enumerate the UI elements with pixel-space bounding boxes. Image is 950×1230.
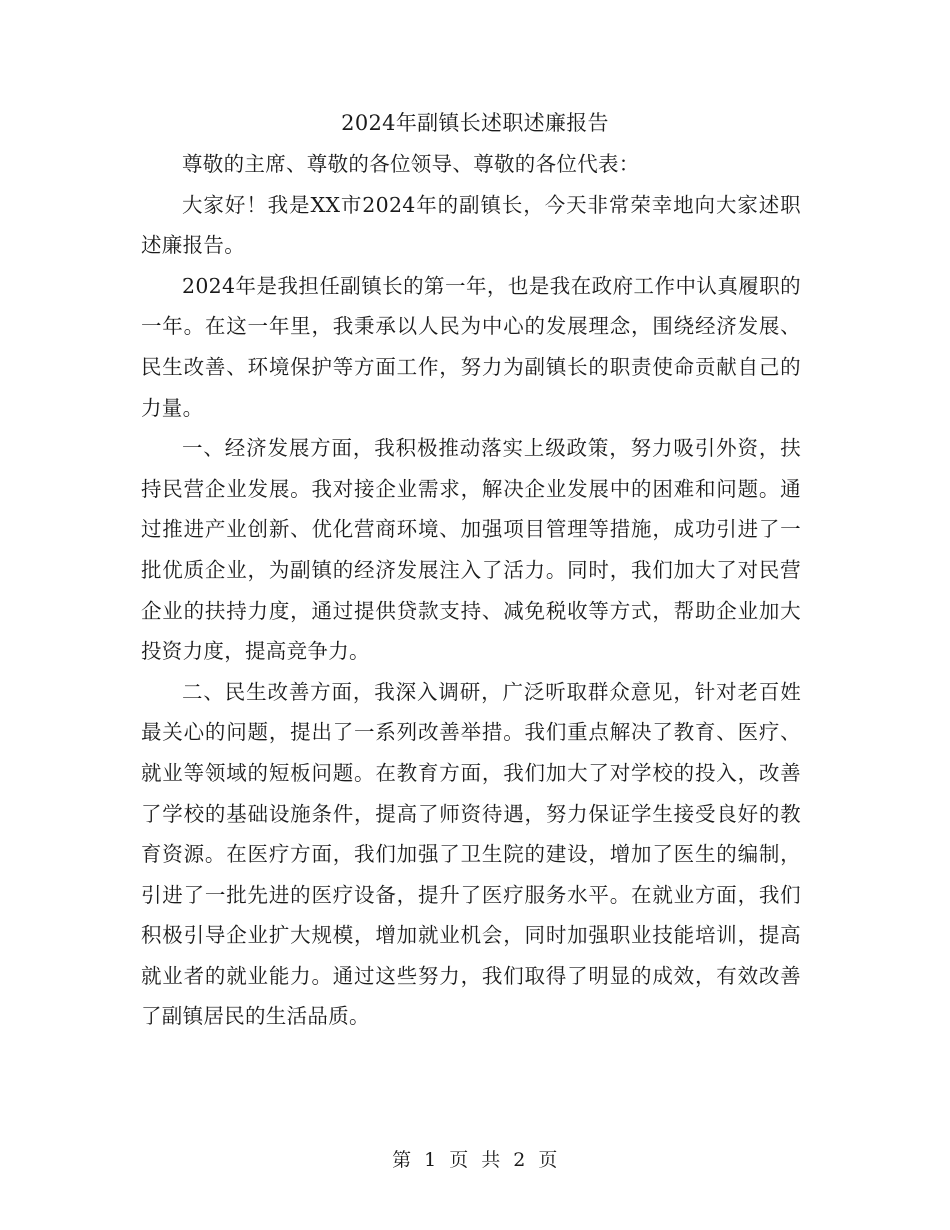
document-body xyxy=(141,144,801,1037)
paragraph-greeting: 大家好！我是XX市2024年的副镇长，今天非常荣幸地向大家述职述廉报告。 xyxy=(141,192,801,258)
paragraph-livelihood-improvement: 二、民生改善方面，我深入调研，广泛听取群众意见，针对老百姓最关心的问题，提出了一系列改善举措。我们重点解决了教育、医疗、就业等领域的短板问题。在教育方面，我们加大了对学校的投入，改善了学校的基础设施条件，提高了师资待遇，努力保证学生接受良好的教育资源。在医疗方面，我们加强了卫生院的建设，增加了医生的编制，引进了一批先进的医疗设备，提升了医疗服务水平。在就业方面，我们积极引导企业扩大规模，增加就业机会，同时加强职业技能培训，提高就业者的就业能力。通过这些努力，我们取得了明显的成效，有效改善了副镇居民的生活品质。 xyxy=(141,679,801,1029)
paragraph-economic-development: 一、经济发展方面，我积极推动落实上级政策，努力吸引外资，扶持民营企业发展。我对接企业需求，解决企业发展中的困难和问题。通过推进产业创新、优化营商环境、加强项目管理等措施，成功引进了一批优质企业，为副镇的经济发展注入了活力。同时，我们加大了对民营企业的扶持力度，通过提供贷款支持、减免税收等方式，帮助企业加大投资力度，提高竞争力。 xyxy=(141,436,801,664)
paragraph-intro: 2024年是我担任副镇长的第一年，也是我在政府工作中认真履职的一年。在这一年里，我秉承以人民为中心的发展理念，围绕经济发展、民生改善、环境保护等方面工作，努力为副镇长的职责使命贡献自己的力量。 xyxy=(141,273,801,420)
document-title: 2024年副镇长述职述廉报告 xyxy=(341,111,609,135)
salutation: 尊敬的主席、尊敬的各位领导、尊敬的各位代表： xyxy=(182,152,640,176)
page-number-footer: 第 1 页 共 2 页 xyxy=(392,1149,558,1171)
